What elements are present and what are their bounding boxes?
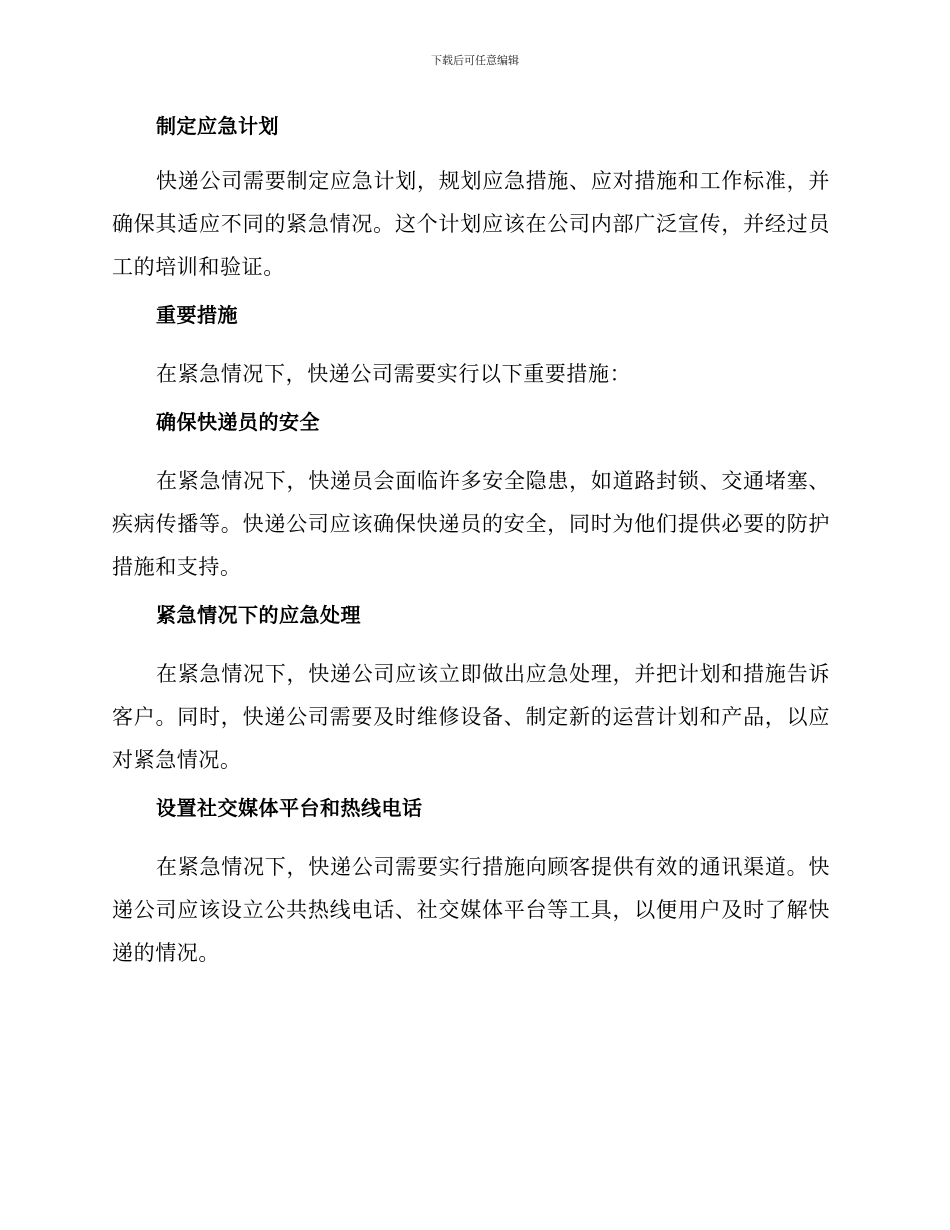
section-heading: 制定应急计划 xyxy=(156,114,279,138)
section-emergency-handling xyxy=(112,599,830,782)
section-social-media-hotline xyxy=(112,792,830,975)
page-header-note: 下载后可任意编辑 xyxy=(431,54,519,67)
section-key-measures xyxy=(112,299,830,396)
section-paragraph: 在紧急情况下，快递公司需要实行以下重要措施： xyxy=(156,362,632,386)
section-paragraph: 在紧急情况下，快递公司需要实行措施向顾客提供有效的通讯渠道。快递公司应该设立公共热线电话、社交媒体平台等工具，以便用户及时了解快递的情况。 xyxy=(112,855,830,965)
section-heading: 紧急情况下的应急处理 xyxy=(156,603,361,627)
section-paragraph: 快递公司需要制定应急计划，规划应急措施、应对措施和工作标准，并确保其适应不同的紧急情况。这个计划应该在公司内部广泛宣传，并经过员工的培训和验证。 xyxy=(112,169,830,279)
section-heading: 设置社交媒体平台和热线电话 xyxy=(156,796,423,820)
document-body xyxy=(112,110,830,985)
section-heading: 确保快递员的安全 xyxy=(156,410,320,434)
section-courier-safety xyxy=(112,406,830,589)
section-emergency-plan xyxy=(112,110,830,289)
section-paragraph: 在紧急情况下，快递公司应该立即做出应急处理，并把计划和措施告诉客户。同时，快递公司需要及时维修设备、制定新的运营计划和产品，以应对紧急情况。 xyxy=(112,662,830,772)
section-heading: 重要措施 xyxy=(156,303,238,327)
section-paragraph: 在紧急情况下，快递员会面临许多安全隐患，如道路封锁、交通堵塞、疾病传播等。快递公司应该确保快递员的安全，同时为他们提供必要的防护措施和支持。 xyxy=(112,469,830,579)
